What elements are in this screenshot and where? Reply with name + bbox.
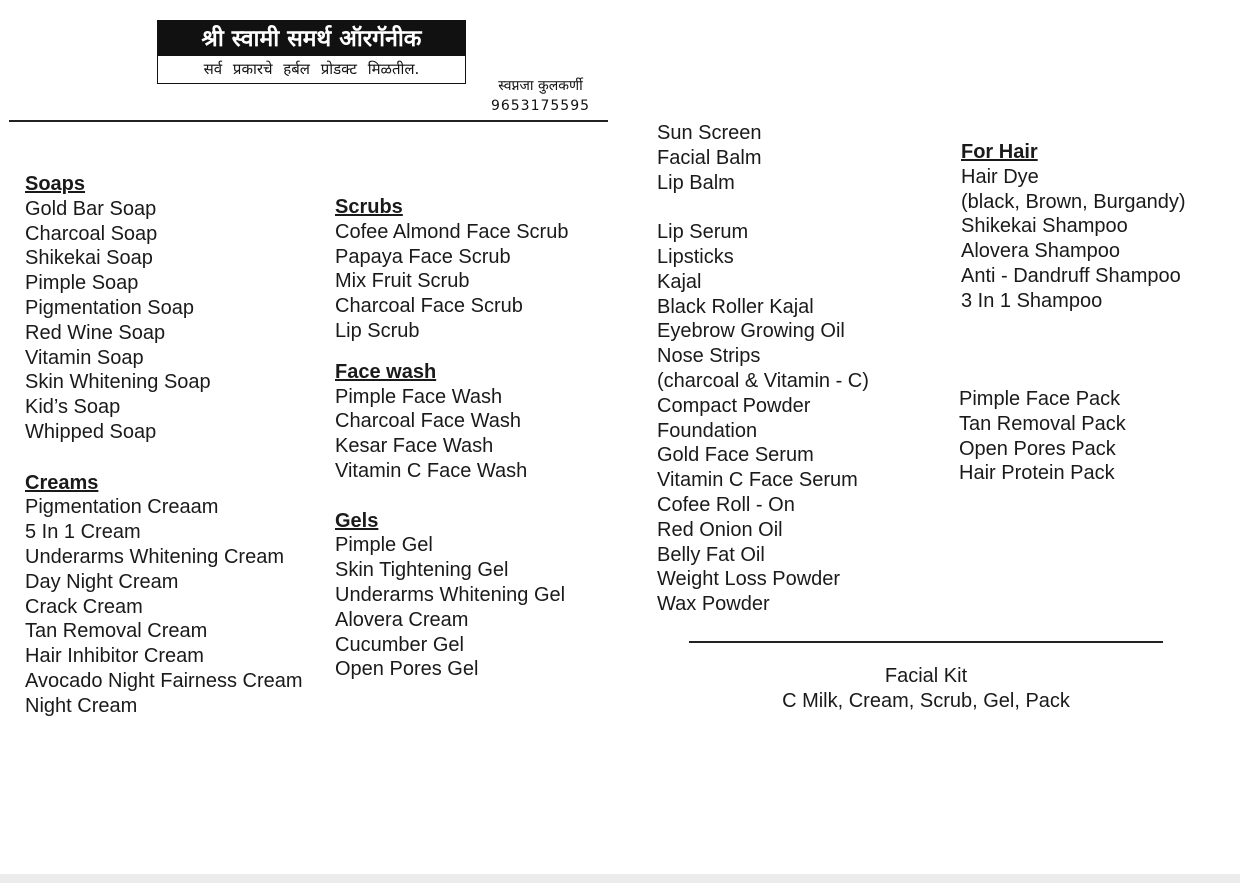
creams-heading: Creams (25, 471, 99, 494)
list-item: Gold Bar Soap (25, 197, 157, 220)
list-item: Skin Tightening Gel (335, 559, 509, 582)
column-misc-products (657, 121, 869, 617)
list-item: (charcoal & Vitamin - C) (657, 369, 869, 392)
list-item: (black, Brown, Burgandy) (961, 190, 1186, 213)
brand-title: श्री स्वामी समर्थ ऑरगॅनीक (158, 21, 465, 56)
list-item: Vitamin C Face Serum (657, 469, 858, 492)
facial-kit-title: Facial Kit (884, 665, 968, 687)
list-item: Charcoal Face Scrub (335, 295, 523, 318)
owner-name: स्वप्नजा कुलकर्णी (498, 78, 583, 94)
list-item: Vitamin Soap (25, 346, 144, 369)
bottom-edge-strip (0, 874, 1240, 883)
list-item: Belly Fat Oil (657, 543, 765, 566)
list-item: Open Pores Gel (335, 658, 479, 681)
header-divider (9, 120, 608, 122)
list-item: Open Pores Pack (959, 437, 1116, 460)
column-packs (959, 387, 1126, 486)
list-item: Hair Protein Pack (959, 462, 1115, 485)
list-item: Pimple Face Wash (335, 385, 503, 408)
list-item: Underarms Whitening Gel (335, 583, 566, 606)
list-item: Hair Dye (961, 165, 1039, 188)
facial-kit-section (689, 664, 1163, 714)
list-item: Pigmentation Creaam (25, 496, 219, 519)
list-item: Gold Face Serum (657, 444, 814, 467)
list-item: Shikekai Shampoo (961, 215, 1128, 238)
list-item: Weight Loss Powder (657, 568, 841, 591)
list-item: Underarms Whitening Cream (25, 545, 284, 568)
list-item: Hair Inhibitor Cream (25, 645, 204, 668)
list-item: Alovera Cream (335, 608, 469, 631)
column-hair (961, 140, 1186, 314)
list-item: Foundation (657, 419, 758, 442)
list-item: Kajal (657, 270, 702, 293)
list-item: Black Roller Kajal (657, 295, 814, 318)
owner-phone: 9653175595 (490, 98, 591, 114)
list-item: 3 In 1 Shampoo (961, 289, 1103, 312)
list-item: Facial Balm (657, 146, 762, 169)
list-item: Anti - Dandruff Shampoo (961, 264, 1181, 287)
face-wash-heading: Face wash (335, 360, 437, 383)
list-item: Wax Powder (657, 593, 770, 616)
list-item: Cofee Roll - On (657, 493, 795, 516)
list-item: Tan Removal Pack (959, 412, 1126, 435)
list-item: Tan Removal Cream (25, 620, 208, 643)
list-item: Avocado Night Fairness Cream (25, 669, 303, 692)
list-item: Shikekai Soap (25, 247, 153, 270)
list-item: Lip Scrub (335, 319, 420, 342)
list-item: Charcoal Soap (25, 222, 158, 245)
list-item: Crack Cream (25, 595, 143, 618)
list-item: Eyebrow Growing Oil (657, 320, 845, 343)
column-soaps-creams (25, 172, 303, 719)
list-item: Skin Whitening Soap (25, 371, 211, 394)
list-item: Kid’s Soap (25, 396, 121, 419)
list-item: Pimple Gel (335, 534, 433, 557)
brand-tagline: सर्व प्रकारचे हर्बल प्रोडक्ट मिळतील. (203, 60, 420, 78)
list-item: Papaya Face Scrub (335, 245, 511, 268)
list-item: Mix Fruit Scrub (335, 270, 470, 293)
hair-heading: For Hair (961, 141, 1038, 163)
list-item: Kesar Face Wash (335, 435, 494, 458)
list-item: Night Cream (25, 694, 138, 717)
list-item: Cucumber Gel (335, 633, 464, 656)
list-item: Alovera Shampoo (961, 240, 1120, 263)
list-item: Pimple Face Pack (959, 388, 1121, 410)
list-item: Red Wine Soap (25, 321, 166, 344)
brand-logo-box (157, 20, 466, 84)
column-scrubs-facewash-gels (335, 195, 568, 682)
gels-heading: Gels (335, 509, 379, 532)
facial-kit-contents: C Milk, Cream, Scrub, Gel, Pack (782, 690, 1070, 712)
list-item: Compact Powder (657, 394, 811, 417)
list-item: Whipped Soap (25, 420, 157, 443)
list-item: Charcoal Face Wash (335, 410, 521, 433)
list-item: Red Onion Oil (657, 518, 783, 541)
list-item: Pimple Soap (25, 272, 139, 295)
list-item: Lip Serum (657, 221, 749, 244)
facial-kit-divider (689, 641, 1163, 643)
soaps-heading: Soaps (25, 173, 86, 195)
list-item: Sun Screen (657, 122, 762, 144)
list-item: Cofee Almond Face Scrub (335, 220, 569, 243)
list-item: Nose Strips (657, 345, 761, 368)
list-item: Vitamin C Face Wash (335, 459, 528, 482)
list-item: 5 In 1 Cream (25, 521, 141, 544)
list-item: Pigmentation Soap (25, 296, 195, 319)
scrubs-heading: Scrubs (335, 196, 403, 218)
list-item: Day Night Cream (25, 570, 179, 593)
list-item: Lip Balm (657, 171, 735, 194)
list-item: Lipsticks (657, 245, 734, 268)
owner-contact (478, 76, 603, 116)
